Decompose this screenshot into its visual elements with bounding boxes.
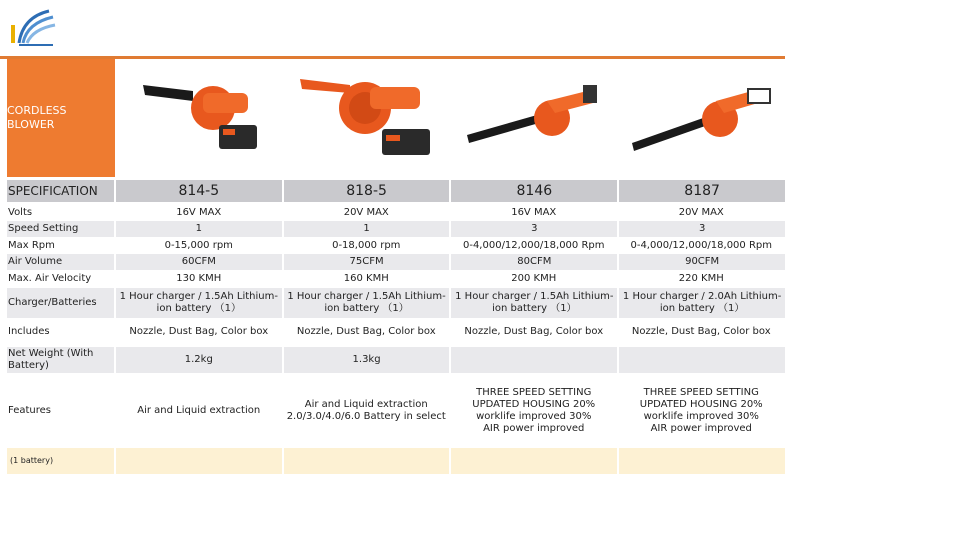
table-cell: 1.3kg xyxy=(282,347,450,373)
table-cell: 0-4,000/12,000/18,000 Rpm xyxy=(450,238,618,254)
row-label: Air Volume xyxy=(7,254,114,270)
table-cell: Nozzle, Dust Bag, Color box xyxy=(115,320,283,344)
table-cell: 1 Hour charger / 1.5Ah Lithium-ion battery （1） xyxy=(114,288,282,318)
table-cell: Air and Liquid extraction 2.0/3.0/4.0/6.0 Battery in select xyxy=(283,376,451,446)
model-814-5: 814-5 xyxy=(114,180,282,202)
table-row-speed-setting xyxy=(7,221,785,237)
row-label: Features xyxy=(7,376,115,446)
table-row-battery-note xyxy=(7,448,785,474)
row-label: Net Weight (With Battery) xyxy=(7,347,114,373)
table-cell: 220 KMH xyxy=(618,271,786,287)
table-cell: 3 xyxy=(617,221,785,237)
table-cell: THREE SPEED SETTING UPDATED HOUSING 20% worklife improved 30% AIR power improved xyxy=(618,376,786,446)
table-cell: 0-15,000 rpm xyxy=(115,238,283,254)
row-label: (1 battery) xyxy=(7,448,114,474)
blower-icon xyxy=(290,63,440,173)
table-cell: 0-4,000/12,000/18,000 Rpm xyxy=(618,238,786,254)
table-cell: Air and Liquid extraction xyxy=(115,376,283,446)
table-row-volts xyxy=(7,205,785,221)
product-image-818-5 xyxy=(283,60,447,175)
blower-icon xyxy=(457,63,607,173)
row-label: Charger/Batteries xyxy=(7,288,114,318)
table-cell xyxy=(114,448,282,474)
table-cell: 16V MAX xyxy=(115,205,283,221)
table-cell: 1.2kg xyxy=(114,347,282,373)
blower-icon xyxy=(624,63,774,173)
product-image-814-5 xyxy=(116,60,280,175)
table-cell: 80CFM xyxy=(449,254,617,270)
table-cell: 60CFM xyxy=(114,254,282,270)
table-cell: 1 xyxy=(114,221,282,237)
company-logo-icon xyxy=(9,7,57,49)
table-cell: 160 KMH xyxy=(283,271,451,287)
model-8146: 8146 xyxy=(449,180,617,202)
table-cell: 90CFM xyxy=(617,254,785,270)
model-8187: 8187 xyxy=(617,180,785,202)
table-cell: Nozzle, Dust Bag, Color box xyxy=(618,320,786,344)
table-cell: 1 Hour charger / 2.0Ah Lithium-ion battery （1） xyxy=(617,288,785,318)
spec-header-row xyxy=(7,180,785,202)
table-cell xyxy=(617,448,785,474)
product-image-8187 xyxy=(617,60,781,175)
row-label: Speed Setting xyxy=(7,221,114,237)
table-cell: 75CFM xyxy=(282,254,450,270)
table-row-max-rpm xyxy=(7,238,785,254)
row-label: Max. Air Velocity xyxy=(7,271,115,287)
row-label: Includes xyxy=(7,320,115,344)
table-cell: 1 Hour charger / 1.5Ah Lithium-ion battery （1） xyxy=(282,288,450,318)
table-cell: 20V MAX xyxy=(618,205,786,221)
row-label: Max Rpm xyxy=(7,238,115,254)
blower-icon xyxy=(123,63,273,173)
table-cell xyxy=(282,448,450,474)
table-row-features xyxy=(7,376,785,446)
table-row-air-volume xyxy=(7,254,785,270)
table-cell: THREE SPEED SETTING UPDATED HOUSING 20% worklife improved 30% AIR power improved xyxy=(450,376,618,446)
table-cell xyxy=(449,347,617,373)
table-row-max-air-velocity xyxy=(7,271,785,287)
table-cell: 200 KMH xyxy=(450,271,618,287)
table-cell: 16V MAX xyxy=(450,205,618,221)
table-cell: 1 Hour charger / 1.5Ah Lithium-ion battery （1） xyxy=(449,288,617,318)
table-cell xyxy=(449,448,617,474)
row-label: Volts xyxy=(7,205,115,221)
table-cell: Nozzle, Dust Bag, Color box xyxy=(450,320,618,344)
spec-label: SPECIFICATION xyxy=(7,180,114,202)
table-row-net-weight xyxy=(7,347,785,373)
product-image-8146 xyxy=(450,60,614,175)
page-title: CORDLESS BLOWER xyxy=(7,104,67,131)
header-rule xyxy=(0,56,785,59)
table-cell: 0-18,000 rpm xyxy=(283,238,451,254)
table-cell: 130 KMH xyxy=(115,271,283,287)
table-row-includes xyxy=(7,320,785,344)
table-cell: 3 xyxy=(449,221,617,237)
table-cell: Nozzle, Dust Bag, Color box xyxy=(283,320,451,344)
table-cell: 20V MAX xyxy=(283,205,451,221)
model-818-5: 818-5 xyxy=(282,180,450,202)
table-cell xyxy=(617,347,785,373)
table-row-charger-batteries xyxy=(7,288,785,318)
table-cell: 1 xyxy=(282,221,450,237)
